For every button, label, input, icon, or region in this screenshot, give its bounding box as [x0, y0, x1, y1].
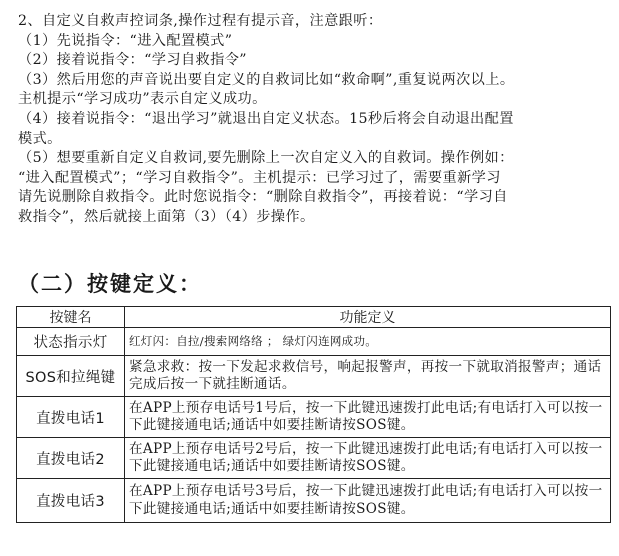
key-name: 直拨电话3: [17, 479, 125, 523]
instructions-text: [18, 12, 608, 228]
key-function: 在APP上预存电话号3号后，按一下此键迅速拨打此电话;有电话打入可以按一下此键接通电话;通话中如要挂断请按SOS键。: [125, 479, 611, 523]
instruction-line: （5）想要重新自定义自救词,要先删除上一次自定义入的自救词。操作例如：: [18, 150, 514, 167]
instruction-line: 模式。: [18, 130, 62, 147]
key-name: 直拨电话1: [17, 397, 125, 438]
table-row: [17, 397, 611, 438]
instruction-line: （2）接着说指令：“学习自救指令”: [18, 52, 247, 69]
instruction-line: （1）先说指令：“进入配置模式”: [18, 32, 233, 49]
instruction-line: 救指令”，然后就接上面第（3）（4）步操作。: [18, 208, 315, 225]
key-function: 紧急求救：按一下发起求救信号，响起报警声，再按一下就取消报警声；通话完成后按一下就挂断通话。: [125, 356, 611, 397]
instruction-line: 请先说删除自救指令。此时您说指令：“删除自救指令”，再接着说：“学习自: [18, 189, 508, 206]
table-row: [17, 438, 611, 479]
instruction-line: “进入配置模式”；“学习自救指令”。主机提示：已学习过了，需要重新学习: [18, 169, 501, 186]
key-name: SOS和拉绳键: [17, 356, 125, 397]
instruction-line: （4）接着说指令：“退出学习”就退出自定义状态。15秒后将会自动退出配置: [18, 110, 514, 127]
table-row: [17, 479, 611, 523]
header-function: 功能定义: [125, 307, 611, 328]
instruction-line: 2、自定义自救声控词条,操作过程有提示音，注意跟听：: [18, 13, 383, 29]
table-row: [17, 356, 611, 397]
key-definition-table: [16, 306, 611, 523]
instruction-line: 主机提示“学习成功”表示自定义成功。: [18, 91, 267, 108]
key-name: 状态指示灯: [17, 328, 125, 356]
key-name: 直拨电话2: [17, 438, 125, 479]
table-header-row: [17, 307, 611, 328]
section-title: （二）按键定义：: [18, 272, 202, 296]
key-function: 红灯闪：自拉/搜索网络络 ； 绿灯闪连网成功。: [125, 328, 611, 356]
key-function: 在APP上预存电话号1号后，按一下此键迅速拨打此电话;有电话打入可以按一下此键接通电话;通话中如要挂断请按SOS键。: [125, 397, 611, 438]
header-key-name: 按键名: [17, 307, 125, 328]
instruction-line: （3）然后用您的声音说出要自定义的自救词比如“救命啊”,重复说两次以上。: [18, 71, 515, 88]
key-function: 在APP上预存电话号2号后，按一下此键迅速拨打此电话;有电话打入可以按一下此键接通电话;通话中如要挂断请按SOS键。: [125, 438, 611, 479]
table-row: [17, 328, 611, 356]
